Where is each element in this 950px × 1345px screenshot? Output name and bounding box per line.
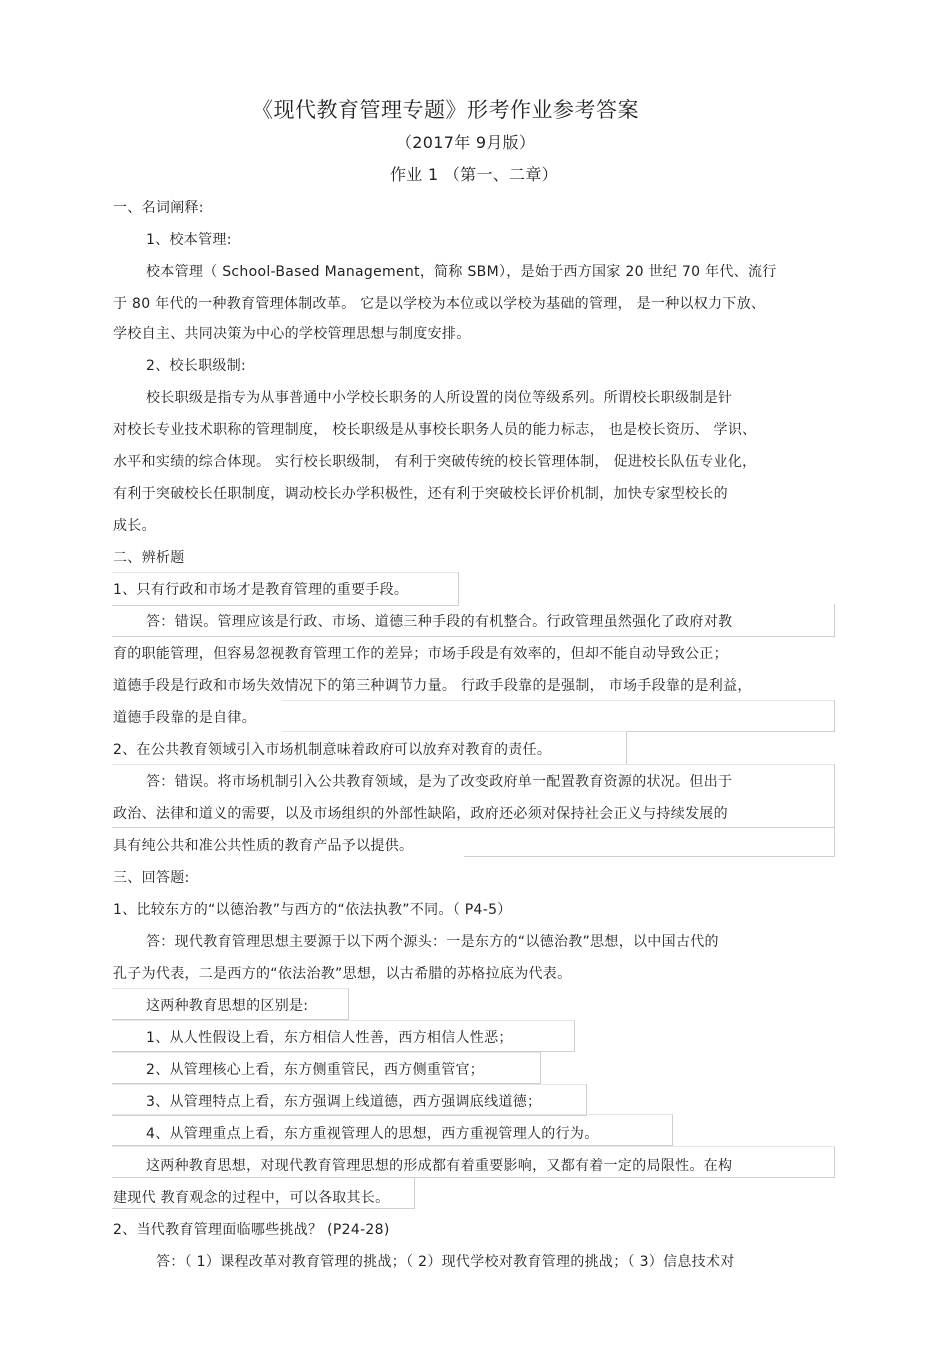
list-item: 3、从管理特点上看，东方强调上线道德，西方强调底线道德； <box>146 1094 542 1110</box>
paragraph-line: 学校自主、共同决策为中心的学校管理思想与制度安排。 <box>113 326 471 342</box>
list-item: 2、从管理核心上看，东方侧重管民，西方侧重管官； <box>146 1062 485 1078</box>
answer-line: 这两种教育思想的区别是: <box>146 998 309 1014</box>
answer-line: 这两种教育思想，对现代教育管理思想的形成都有着重要影响，又都有着一定的局限性。在构 <box>146 1158 733 1174</box>
answer-line: 答：现代教育管理思想主要源于以下两个源头：一是东方的“以德治教”思想，以中国古代的 <box>146 934 719 950</box>
term-heading: 2、校长职级制: <box>146 358 247 374</box>
scan-box <box>464 826 835 857</box>
paragraph-line: 水平和实绩的综合体现。 实行校长职级制， 有利于突破传统的校长管理体制， 促进校长队伍专业化， <box>113 454 757 470</box>
question-line: 1、比较东方的“以德治教”与西方的“依法执教”不同。（ P4-5） <box>113 902 512 918</box>
section-heading: 一、名词阐释: <box>113 200 204 216</box>
list-item: 1、从人性假设上看，东方相信人性善，西方相信人性恶； <box>146 1030 513 1046</box>
section-heading: 二、辨析题 <box>113 550 185 566</box>
paragraph-line: 对校长专业技术职称的管理制度， 校长职级是从事校长职务人员的能力标志， 也是校长资历、 学识、 <box>113 422 757 438</box>
answer-line: 具有纯公共和准公共性质的教育产品予以提供。 <box>113 838 414 854</box>
answer-line: 道德手段是行政和市场失效情况下的第三种调节力量。 行政手段靠的是强制， 市场手段靠的是利益， <box>113 678 752 694</box>
paragraph-line: 于 80 年代的一种教育管理体制改革。 它是以学校为本位或以学校为基础的管理， 是一种以权力下放、 <box>113 296 766 312</box>
document-edition: （2017年 9月版） <box>396 133 536 152</box>
answer-line: 建现代 教育观念的过程中，可以各取其长。 <box>113 1190 390 1206</box>
answer-line: 育的职能管理，但容易忽视教育管理工作的差异；市场手段是有效率的，但却不能自动导致公正； <box>113 646 728 662</box>
answer-line: 孔子为代表，二是西方的“依法治教”思想，以古希腊的苏格拉底为代表。 <box>113 966 572 982</box>
answer-line: 答：错误。管理应该是行政、市场、道德三种手段的有机整合。行政管理虽然强化了政府对教 <box>146 614 733 630</box>
term-heading: 1、校本管理: <box>146 232 232 248</box>
question-line: 2、当代教育管理面临哪些挑战？ (P24-28) <box>113 1222 390 1238</box>
answer-line: 答：（ 1）课程改革对教育管理的挑战；（ 2）现代学校对教育管理的挑战；（ 3）信息技术对 <box>156 1254 735 1270</box>
question-line: 2、在公共教育领域引入市场机制意味着政府可以放弃对教育的责任。 <box>113 742 552 758</box>
paragraph-line: 校本管理（ School-Based Management，简称 SBM），是始于西方国家 20 世纪 70 年代、流行 <box>146 264 777 280</box>
paragraph-line: 校长职级是指专为从事普通中小学校长职务的人所设置的岗位等级系列。所谓校长职级制是针 <box>146 390 733 406</box>
document-title: 《现代教育管理专题》形考作业参考答案 <box>252 98 639 122</box>
section-heading: 三、回答题: <box>113 870 190 886</box>
answer-line: 政治、法律和道义的需要，以及市场组织的外部性缺陷，政府还必须对保持社会正义与持续发展的 <box>113 806 728 822</box>
paragraph-line: 有利于突破校长任职制度，调动校长办学积极性，还有利于突破校长评价机制，加快专家型校长的 <box>113 486 728 502</box>
answer-line: 答：错误。将市场机制引入公共教育领域，是为了改变政府单一配置教育资源的状况。但出于 <box>146 774 733 790</box>
list-item: 4、从管理重点上看，东方重视管理人的思想，西方重视管理人的行为。 <box>146 1126 599 1142</box>
answer-line: 道德手段靠的是自律。 <box>113 710 256 726</box>
scan-box <box>282 700 835 732</box>
question-line: 1、只有行政和市场才是教育管理的重要手段。 <box>113 582 409 598</box>
paragraph-line: 成长。 <box>113 518 156 534</box>
assignment-heading: 作业 1 （第一、二章） <box>390 165 558 184</box>
